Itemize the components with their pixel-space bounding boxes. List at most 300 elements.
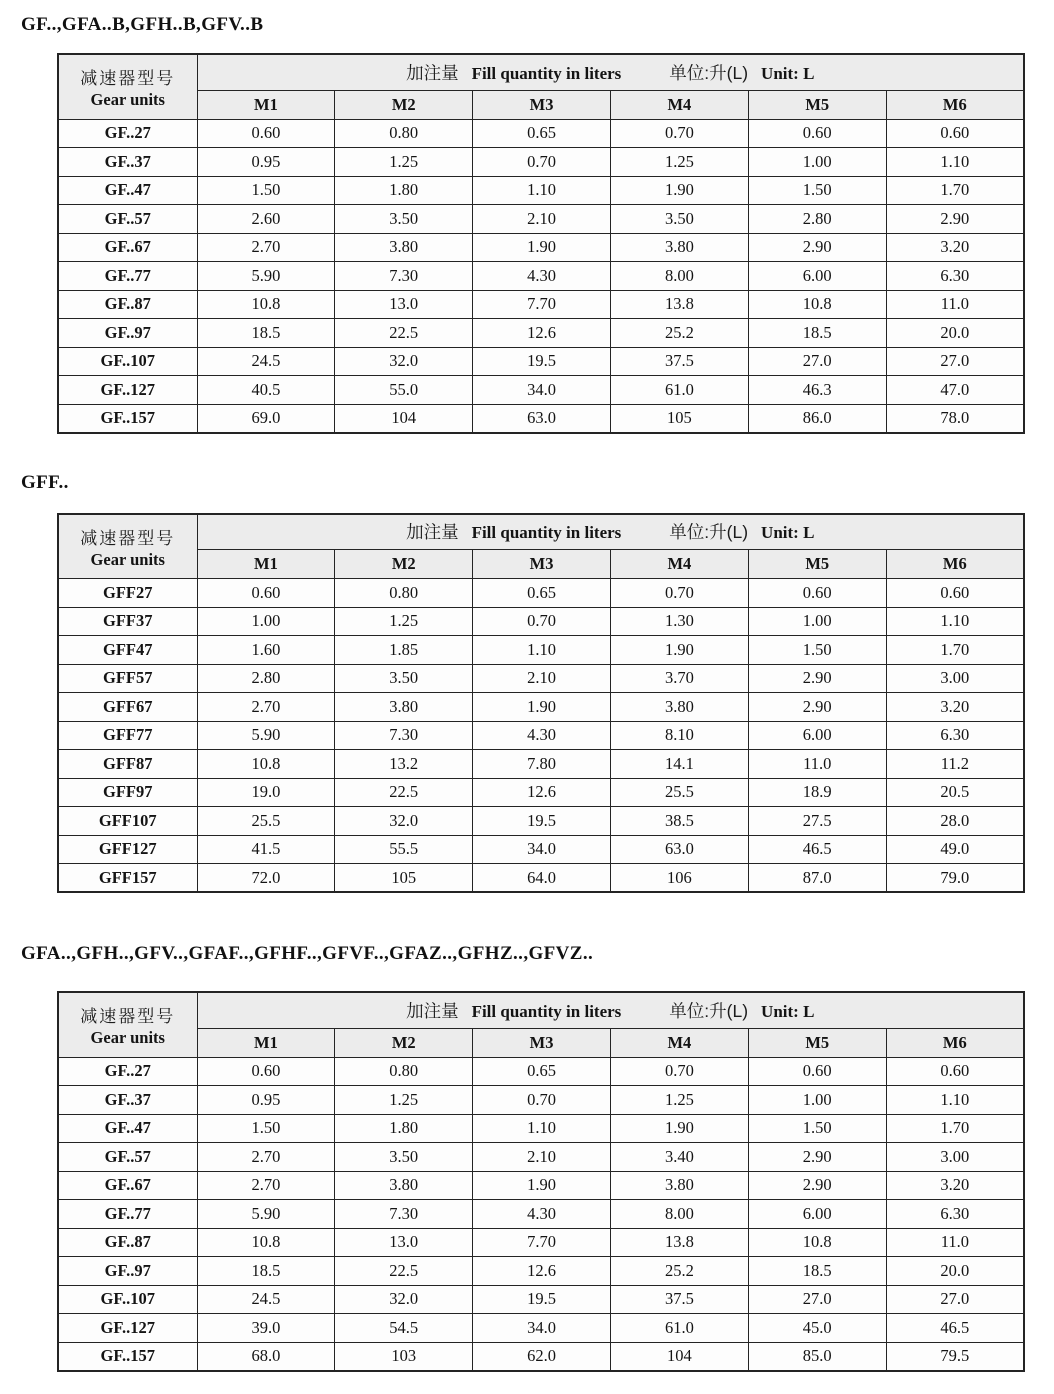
fill-value-m4: 0.70 — [610, 119, 748, 148]
table-row — [58, 721, 1024, 750]
table-row — [58, 636, 1024, 665]
fill-value-m4: 104 — [610, 1342, 748, 1371]
fill-value-m6: 27.0 — [886, 347, 1024, 376]
fill-quantity-label-en: Fill quantity in liters — [471, 63, 622, 83]
gear-unit-model: GFF157 — [58, 864, 197, 893]
fill-value-m1: 18.5 — [197, 1257, 335, 1286]
fill-value-m2: 7.30 — [335, 1200, 473, 1229]
section-title: GFA..,GFH..,GFV..,GFAF..,GFHF..,GFVF..,GFAZ..,GFHZ..,GFVZ.. — [21, 943, 594, 964]
fill-value-m1: 24.5 — [197, 347, 335, 376]
fill-value-m1: 2.60 — [197, 205, 335, 234]
fill-value-m6: 3.20 — [886, 693, 1024, 722]
column-header-m3: M3 — [473, 90, 611, 119]
fill-value-m3: 19.5 — [473, 807, 611, 836]
fill-value-m3: 0.70 — [473, 607, 611, 636]
gear-units-label-en: Gear units — [90, 1028, 165, 1048]
fill-value-m5: 2.90 — [748, 664, 886, 693]
fill-value-m6: 28.0 — [886, 807, 1024, 836]
column-header-m5: M5 — [748, 550, 886, 579]
table-row — [58, 176, 1024, 205]
fill-value-m1: 5.90 — [197, 262, 335, 291]
column-header-m5: M5 — [748, 90, 886, 119]
fill-value-m4: 1.90 — [610, 1114, 748, 1143]
fill-value-m2: 32.0 — [335, 1285, 473, 1314]
fill-value-m3: 4.30 — [473, 262, 611, 291]
fill-value-m5: 11.0 — [748, 750, 886, 779]
fill-value-m1: 69.0 — [197, 404, 335, 433]
fill-value-m6: 1.70 — [886, 1114, 1024, 1143]
table-row — [58, 319, 1024, 348]
fill-value-m2: 1.80 — [335, 176, 473, 205]
fill-value-m6: 27.0 — [886, 1285, 1024, 1314]
fill-value-m4: 8.00 — [610, 262, 748, 291]
column-header-m6: M6 — [886, 550, 1024, 579]
fill-value-m4: 3.80 — [610, 693, 748, 722]
fill-value-m2: 1.25 — [335, 1086, 473, 1115]
gear-unit-model: GF..47 — [58, 176, 197, 205]
fill-value-m3: 19.5 — [473, 1285, 611, 1314]
table-row — [58, 664, 1024, 693]
fill-value-m5: 27.0 — [748, 347, 886, 376]
gear-unit-model: GFF57 — [58, 664, 197, 693]
fill-value-m6: 0.60 — [886, 119, 1024, 148]
fill-value-m6: 79.0 — [886, 864, 1024, 893]
fill-value-m1: 1.00 — [197, 607, 335, 636]
fill-value-m3: 1.90 — [473, 1171, 611, 1200]
gear-unit-model: GF..107 — [58, 1285, 197, 1314]
fill-value-m3: 0.65 — [473, 1057, 611, 1086]
gear-units-label-cn: 减速器型号 — [80, 1007, 176, 1027]
fill-value-m2: 105 — [335, 864, 473, 893]
fill-value-m5: 18.5 — [748, 319, 886, 348]
fill-value-m6: 47.0 — [886, 376, 1024, 405]
column-header-m3: M3 — [473, 550, 611, 579]
fill-value-m2: 103 — [335, 1342, 473, 1371]
gear-unit-model: GF..157 — [58, 1342, 197, 1371]
fill-value-m2: 22.5 — [335, 1257, 473, 1286]
fill-value-m2: 0.80 — [335, 1057, 473, 1086]
fill-value-m5: 2.90 — [748, 1171, 886, 1200]
fill-value-m2: 3.80 — [335, 693, 473, 722]
fill-quantity-label-cn: 加注量 — [406, 1000, 459, 1021]
column-header-m1: M1 — [197, 1028, 335, 1057]
fill-value-m4: 3.40 — [610, 1143, 748, 1172]
fill-quantity-table-gff — [57, 513, 1025, 894]
fill-value-m6: 49.0 — [886, 835, 1024, 864]
fill-value-m3: 63.0 — [473, 404, 611, 433]
fill-value-m3: 7.70 — [473, 1228, 611, 1257]
fill-value-m1: 68.0 — [197, 1342, 335, 1371]
fill-value-m6: 3.20 — [886, 233, 1024, 262]
table-row — [58, 1114, 1024, 1143]
fill-value-m2: 7.30 — [335, 262, 473, 291]
fill-value-m6: 0.60 — [886, 579, 1024, 608]
fill-value-m1: 10.8 — [197, 290, 335, 319]
fill-value-m5: 87.0 — [748, 864, 886, 893]
fill-value-m5: 6.00 — [748, 1200, 886, 1229]
fill-value-m2: 13.2 — [335, 750, 473, 779]
fill-value-m5: 10.8 — [748, 290, 886, 319]
unit-label-en: Unit: L — [761, 63, 815, 83]
section-title: GF..,GFA..B,GFH..B,GFV..B — [21, 14, 264, 35]
table-row — [58, 1342, 1024, 1371]
gear-unit-model: GF..47 — [58, 1114, 197, 1143]
gear-unit-model: GFF107 — [58, 807, 197, 836]
fill-value-m6: 6.30 — [886, 1200, 1024, 1229]
fill-value-m1: 0.60 — [197, 119, 335, 148]
fill-value-m5: 18.5 — [748, 1257, 886, 1286]
fill-value-m3: 1.90 — [473, 693, 611, 722]
gear-units-header-cell — [58, 54, 197, 119]
fill-value-m2: 7.30 — [335, 721, 473, 750]
gear-unit-model: GF..107 — [58, 347, 197, 376]
column-header-m1: M1 — [197, 550, 335, 579]
gear-unit-model: GFF77 — [58, 721, 197, 750]
gear-unit-model: GF..57 — [58, 205, 197, 234]
gear-units-label-en: Gear units — [90, 549, 165, 569]
gear-unit-model: GF..77 — [58, 1200, 197, 1229]
fill-value-m6: 1.10 — [886, 148, 1024, 177]
fill-value-m5: 1.50 — [748, 1114, 886, 1143]
fill-value-m1: 39.0 — [197, 1314, 335, 1343]
gear-unit-model: GF..127 — [58, 376, 197, 405]
fill-value-m3: 19.5 — [473, 347, 611, 376]
fill-value-m5: 1.50 — [748, 636, 886, 665]
column-header-row — [58, 1028, 1024, 1057]
fill-value-m2: 0.80 — [335, 579, 473, 608]
unit-label-cn: 单位:升(L) — [669, 1000, 749, 1021]
fill-value-m1: 10.8 — [197, 750, 335, 779]
fill-value-m6: 20.0 — [886, 319, 1024, 348]
fill-value-m3: 64.0 — [473, 864, 611, 893]
gear-units-label-cn: 减速器型号 — [80, 528, 176, 548]
column-header-row — [58, 550, 1024, 579]
fill-value-m3: 1.10 — [473, 636, 611, 665]
fill-value-m1: 40.5 — [197, 376, 335, 405]
table-row — [58, 1314, 1024, 1343]
gear-unit-model: GFF47 — [58, 636, 197, 665]
fill-value-m1: 2.80 — [197, 664, 335, 693]
fill-value-m2: 3.50 — [335, 664, 473, 693]
fill-value-m3: 2.10 — [473, 664, 611, 693]
gear-unit-model: GFF37 — [58, 607, 197, 636]
table-row — [58, 1057, 1024, 1086]
fill-value-m3: 12.6 — [473, 1257, 611, 1286]
fill-quantity-label-cn: 加注量 — [406, 62, 459, 83]
fill-value-m1: 10.8 — [197, 1228, 335, 1257]
fill-quantity-header-cell — [197, 992, 1024, 1028]
column-header-row — [58, 90, 1024, 119]
fill-value-m6: 1.10 — [886, 1086, 1024, 1115]
fill-value-m2: 3.50 — [335, 1143, 473, 1172]
table-row — [58, 1171, 1024, 1200]
fill-value-m3: 34.0 — [473, 835, 611, 864]
fill-value-m1: 41.5 — [197, 835, 335, 864]
fill-value-m5: 10.8 — [748, 1228, 886, 1257]
fill-quantity-table-gf — [57, 53, 1025, 434]
fill-value-m6: 46.5 — [886, 1314, 1024, 1343]
fill-value-m6: 79.5 — [886, 1342, 1024, 1371]
fill-value-m5: 0.60 — [748, 119, 886, 148]
fill-value-m3: 34.0 — [473, 376, 611, 405]
gear-unit-model: GF..27 — [58, 119, 197, 148]
table-row — [58, 148, 1024, 177]
table-row — [58, 1086, 1024, 1115]
fill-value-m4: 1.90 — [610, 636, 748, 665]
fill-value-m6: 6.30 — [886, 262, 1024, 291]
section-gfa-gfh-gfv-variants — [0, 943, 1054, 1372]
fill-value-m6: 20.0 — [886, 1257, 1024, 1286]
fill-quantity-header-cell — [197, 54, 1024, 90]
fill-value-m2: 22.5 — [335, 319, 473, 348]
fill-value-m6: 1.10 — [886, 607, 1024, 636]
table-row — [58, 262, 1024, 291]
gear-unit-model: GFF97 — [58, 778, 197, 807]
fill-value-m2: 1.85 — [335, 636, 473, 665]
unit-label-cn: 单位:升(L) — [669, 522, 749, 543]
fill-value-m4: 106 — [610, 864, 748, 893]
fill-value-m2: 3.80 — [335, 1171, 473, 1200]
fill-value-m4: 38.5 — [610, 807, 748, 836]
fill-value-m5: 6.00 — [748, 262, 886, 291]
table-row — [58, 347, 1024, 376]
fill-value-m2: 104 — [335, 404, 473, 433]
table-header-row — [58, 54, 1024, 90]
fill-value-m2: 32.0 — [335, 347, 473, 376]
gear-units-header-cell — [58, 514, 197, 579]
fill-quantity-label-en: Fill quantity in liters — [471, 1001, 622, 1021]
fill-value-m4: 3.80 — [610, 233, 748, 262]
fill-value-m1: 2.70 — [197, 233, 335, 262]
fill-value-m5: 2.80 — [748, 205, 886, 234]
fill-value-m5: 1.00 — [748, 1086, 886, 1115]
fill-value-m4: 37.5 — [610, 347, 748, 376]
fill-value-m4: 1.25 — [610, 148, 748, 177]
fill-value-m4: 3.80 — [610, 1171, 748, 1200]
fill-value-m3: 34.0 — [473, 1314, 611, 1343]
fill-value-m1: 0.60 — [197, 1057, 335, 1086]
fill-value-m3: 0.65 — [473, 579, 611, 608]
fill-value-m3: 0.70 — [473, 1086, 611, 1115]
fill-value-m2: 55.0 — [335, 376, 473, 405]
table-row — [58, 778, 1024, 807]
fill-value-m4: 0.70 — [610, 1057, 748, 1086]
column-header-m4: M4 — [610, 90, 748, 119]
gear-unit-model: GF..127 — [58, 1314, 197, 1343]
fill-value-m6: 0.60 — [886, 1057, 1024, 1086]
column-header-m2: M2 — [335, 550, 473, 579]
gear-unit-model: GF..97 — [58, 319, 197, 348]
fill-value-m2: 0.80 — [335, 119, 473, 148]
fill-value-m6: 78.0 — [886, 404, 1024, 433]
fill-value-m1: 72.0 — [197, 864, 335, 893]
fill-quantity-table-gfa-variants — [57, 991, 1025, 1372]
fill-value-m2: 3.80 — [335, 233, 473, 262]
gear-unit-model: GF..67 — [58, 1171, 197, 1200]
gear-unit-model: GF..27 — [58, 1057, 197, 1086]
fill-value-m1: 0.60 — [197, 579, 335, 608]
table-header-row — [58, 992, 1024, 1028]
fill-value-m4: 105 — [610, 404, 748, 433]
fill-value-m3: 62.0 — [473, 1342, 611, 1371]
table-row — [58, 750, 1024, 779]
fill-value-m3: 0.65 — [473, 119, 611, 148]
fill-value-m3: 7.80 — [473, 750, 611, 779]
fill-value-m4: 14.1 — [610, 750, 748, 779]
gear-unit-model: GF..157 — [58, 404, 197, 433]
fill-value-m2: 13.0 — [335, 1228, 473, 1257]
table-row — [58, 376, 1024, 405]
fill-value-m5: 27.0 — [748, 1285, 886, 1314]
table-row — [58, 233, 1024, 262]
fill-value-m3: 7.70 — [473, 290, 611, 319]
fill-value-m2: 54.5 — [335, 1314, 473, 1343]
fill-value-m6: 2.90 — [886, 205, 1024, 234]
fill-value-m6: 3.20 — [886, 1171, 1024, 1200]
unit-label-en: Unit: L — [761, 1001, 815, 1021]
fill-value-m3: 1.10 — [473, 176, 611, 205]
section-gff — [0, 472, 1054, 894]
table-row — [58, 1257, 1024, 1286]
fill-value-m3: 4.30 — [473, 1200, 611, 1229]
fill-value-m5: 1.50 — [748, 176, 886, 205]
fill-value-m4: 61.0 — [610, 1314, 748, 1343]
table-row — [58, 607, 1024, 636]
table-row — [58, 119, 1024, 148]
fill-value-m1: 2.70 — [197, 1171, 335, 1200]
gear-unit-model: GF..87 — [58, 1228, 197, 1257]
table-row — [58, 1143, 1024, 1172]
table-header-row — [58, 514, 1024, 550]
column-header-m4: M4 — [610, 1028, 748, 1057]
fill-value-m4: 1.30 — [610, 607, 748, 636]
fill-value-m3: 12.6 — [473, 778, 611, 807]
fill-value-m1: 1.60 — [197, 636, 335, 665]
fill-value-m5: 46.5 — [748, 835, 886, 864]
column-header-m4: M4 — [610, 550, 748, 579]
section-title: GFF.. — [21, 471, 69, 493]
section-gf-gfab-gfhb-gfvb — [0, 14, 1054, 434]
fill-value-m1: 2.70 — [197, 693, 335, 722]
fill-value-m4: 25.5 — [610, 778, 748, 807]
gear-units-header-cell — [58, 992, 197, 1057]
table-row — [58, 1285, 1024, 1314]
fill-value-m3: 2.10 — [473, 205, 611, 234]
fill-value-m4: 1.25 — [610, 1086, 748, 1115]
gear-unit-model: GFF67 — [58, 693, 197, 722]
fill-value-m3: 12.6 — [473, 319, 611, 348]
column-header-m5: M5 — [748, 1028, 886, 1057]
fill-value-m5: 46.3 — [748, 376, 886, 405]
fill-value-m3: 0.70 — [473, 148, 611, 177]
fill-value-m5: 27.5 — [748, 807, 886, 836]
fill-quantity-header-cell — [197, 514, 1024, 550]
gear-unit-model: GF..37 — [58, 148, 197, 177]
fill-value-m1: 2.70 — [197, 1143, 335, 1172]
column-header-m6: M6 — [886, 90, 1024, 119]
fill-value-m5: 86.0 — [748, 404, 886, 433]
table-row — [58, 579, 1024, 608]
table-row — [58, 1200, 1024, 1229]
fill-value-m4: 8.10 — [610, 721, 748, 750]
fill-value-m4: 1.90 — [610, 176, 748, 205]
fill-value-m1: 0.95 — [197, 1086, 335, 1115]
fill-value-m2: 13.0 — [335, 290, 473, 319]
fill-value-m4: 8.00 — [610, 1200, 748, 1229]
table-row — [58, 693, 1024, 722]
unit-label-en: Unit: L — [761, 523, 815, 543]
gear-unit-model: GFF87 — [58, 750, 197, 779]
fill-value-m2: 1.25 — [335, 607, 473, 636]
fill-value-m5: 0.60 — [748, 1057, 886, 1086]
gear-unit-model: GFF27 — [58, 579, 197, 608]
fill-value-m1: 24.5 — [197, 1285, 335, 1314]
fill-value-m4: 3.50 — [610, 205, 748, 234]
gear-unit-model: GF..77 — [58, 262, 197, 291]
fill-value-m3: 1.10 — [473, 1114, 611, 1143]
fill-value-m4: 25.2 — [610, 1257, 748, 1286]
fill-value-m2: 55.5 — [335, 835, 473, 864]
fill-value-m2: 1.80 — [335, 1114, 473, 1143]
fill-quantity-label-en: Fill quantity in liters — [471, 523, 622, 543]
fill-value-m3: 1.90 — [473, 233, 611, 262]
fill-value-m1: 19.0 — [197, 778, 335, 807]
fill-value-m6: 11.2 — [886, 750, 1024, 779]
table-row — [58, 205, 1024, 234]
gear-unit-model: GF..67 — [58, 233, 197, 262]
fill-value-m2: 22.5 — [335, 778, 473, 807]
gear-unit-model: GF..57 — [58, 1143, 197, 1172]
fill-value-m1: 0.95 — [197, 148, 335, 177]
fill-value-m6: 1.70 — [886, 176, 1024, 205]
fill-value-m4: 0.70 — [610, 579, 748, 608]
fill-value-m1: 25.5 — [197, 807, 335, 836]
fill-value-m4: 13.8 — [610, 290, 748, 319]
fill-value-m1: 1.50 — [197, 1114, 335, 1143]
table-row — [58, 835, 1024, 864]
gear-unit-model: GF..87 — [58, 290, 197, 319]
fill-value-m4: 63.0 — [610, 835, 748, 864]
fill-value-m5: 2.90 — [748, 1143, 886, 1172]
fill-value-m6: 3.00 — [886, 664, 1024, 693]
fill-value-m2: 1.25 — [335, 148, 473, 177]
fill-value-m4: 13.8 — [610, 1228, 748, 1257]
gear-unit-model: GFF127 — [58, 835, 197, 864]
fill-value-m1: 5.90 — [197, 1200, 335, 1229]
column-header-m6: M6 — [886, 1028, 1024, 1057]
column-header-m2: M2 — [335, 1028, 473, 1057]
fill-value-m5: 18.9 — [748, 778, 886, 807]
fill-value-m6: 6.30 — [886, 721, 1024, 750]
table-row — [58, 1228, 1024, 1257]
fill-value-m6: 3.00 — [886, 1143, 1024, 1172]
fill-value-m5: 1.00 — [748, 148, 886, 177]
fill-value-m5: 0.60 — [748, 579, 886, 608]
fill-value-m2: 3.50 — [335, 205, 473, 234]
fill-quantity-label-cn: 加注量 — [406, 522, 459, 543]
fill-value-m3: 4.30 — [473, 721, 611, 750]
fill-value-m4: 37.5 — [610, 1285, 748, 1314]
column-header-m1: M1 — [197, 90, 335, 119]
gear-unit-model: GF..97 — [58, 1257, 197, 1286]
fill-value-m2: 32.0 — [335, 807, 473, 836]
table-row — [58, 404, 1024, 433]
fill-value-m3: 2.10 — [473, 1143, 611, 1172]
table-row — [58, 864, 1024, 893]
gear-units-label-en: Gear units — [90, 90, 165, 110]
fill-value-m6: 1.70 — [886, 636, 1024, 665]
gear-units-label-cn: 减速器型号 — [80, 69, 176, 89]
